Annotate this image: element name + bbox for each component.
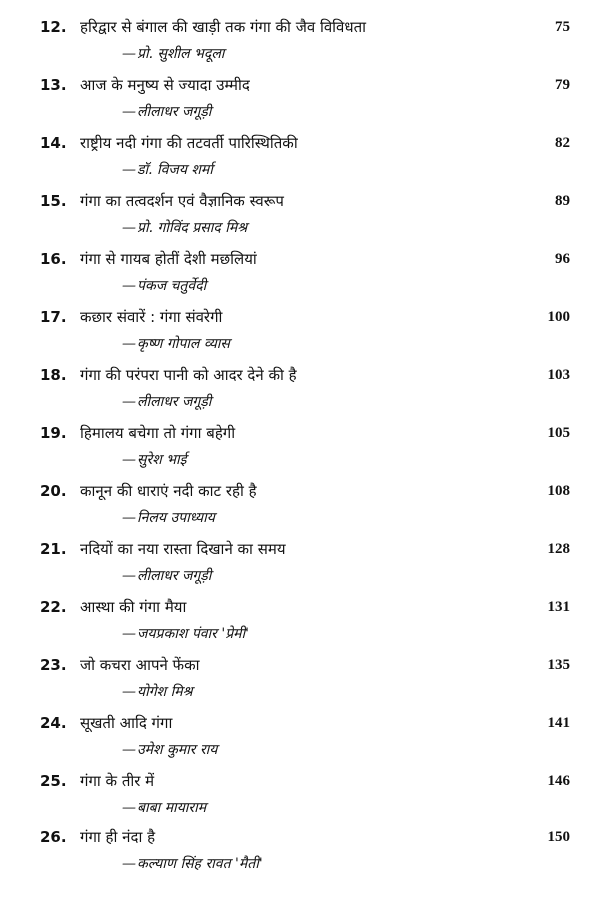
entry-title: गंगा ही नंदा है [80,828,156,846]
author-dash: — [122,162,136,178]
entry-author [122,275,206,297]
entry-title: आस्था की गंगा मैया [80,598,187,616]
entry-number: 18. [40,366,67,384]
entry-number: 20. [40,482,67,500]
entry-author [122,217,247,239]
entry-title: गंगा का तत्वदर्शन एवं वैज्ञानिक स्वरूप [80,192,284,210]
author-dash: — [122,856,136,872]
author-name: लीलाधर जगूड़ी [137,104,212,120]
entry-number: 25. [40,772,67,790]
toc-entry [0,480,600,538]
entry-author [122,507,215,529]
entry-title: हिमालय बचेगा तो गंगा बहेगी [80,424,236,442]
entry-page-number: 141 [547,715,570,731]
entry-number: 16. [40,250,67,268]
entry-author [122,101,211,123]
toc-entry [0,248,600,306]
entry-number: 12. [40,18,67,36]
author-name: लीलाधर जगूड़ी [137,568,212,584]
entry-number: 23. [40,656,67,674]
entry-page-number: 131 [547,599,570,615]
entry-author [122,853,263,875]
author-name: डॉ. विजय शर्मा [137,162,213,178]
entry-number: 13. [40,76,67,94]
entry-author [122,739,217,761]
entry-title: जो कचरा आपने फेंका [80,656,200,674]
author-name: सुरेश भाई [137,452,187,468]
toc-entry [0,364,600,422]
entry-title: गंगा से गायब होतीं देशी मछलियां [80,250,257,268]
entry-title: आज के मनुष्य से ज्यादा उम्मीद [80,76,250,94]
toc-entry [0,596,600,654]
entry-title: गंगा की परंपरा पानी को आदर देने की है [80,366,297,384]
author-dash: — [122,104,136,120]
entry-page-number: 108 [547,483,570,499]
entry-title: कानून की धाराएं नदी काट रही है [80,482,257,500]
entry-number: 14. [40,134,67,152]
entry-author [122,449,187,471]
entry-author [122,43,224,65]
entry-author [122,797,206,819]
entry-title: सूखती आदि गंगा [80,714,173,732]
author-dash: — [122,452,136,468]
author-dash: — [122,626,136,642]
author-dash: — [122,336,136,352]
toc-entry [0,190,600,248]
toc-entry [0,306,600,364]
entry-author [122,159,213,181]
author-dash: — [122,220,136,236]
entry-number: 15. [40,192,67,210]
entry-title: नदियों का नया रास्ता दिखाने का समय [80,540,286,558]
toc-entry [0,770,600,828]
entry-page-number: 79 [555,77,570,93]
entry-number: 19. [40,424,67,442]
entry-page-number: 82 [555,135,570,151]
entry-page-number: 150 [547,829,570,845]
author-dash: — [122,742,136,758]
author-dash: — [122,684,136,700]
author-name: लीलाधर जगूड़ी [137,394,212,410]
entry-number: 21. [40,540,67,558]
author-name: प्रो. सुशील भदूला [137,46,225,62]
toc-entry [0,538,600,596]
author-dash: — [122,394,136,410]
entry-page-number: 103 [547,367,570,383]
entry-number: 24. [40,714,67,732]
toc-entry [0,712,600,770]
toc-entry [0,74,600,132]
entry-page-number: 75 [555,19,570,35]
entry-page-number: 105 [547,425,570,441]
author-name: पंकज चतुर्वेदी [137,278,207,294]
toc-entry [0,16,600,74]
entry-title: गंगा के तीर में [80,772,155,790]
entry-number: 22. [40,598,67,616]
entry-page-number: 128 [547,541,570,557]
toc-entry [0,654,600,712]
toc-entry [0,132,600,190]
author-name: प्रो. गोविंद प्रसाद मिश्र [137,220,248,236]
author-name: उमेश कुमार राय [137,742,218,758]
author-dash: — [122,278,136,294]
entry-author [122,681,193,703]
author-name: कृष्ण गोपाल व्यास [137,336,230,352]
author-dash: — [122,46,136,62]
entry-title: हरिद्वार से बंगाल की खाड़ी तक गंगा की जैव विविधता [80,18,367,36]
entry-page-number: 135 [547,657,570,673]
entry-page-number: 146 [547,773,570,789]
entry-author [122,623,249,645]
entry-page-number: 96 [555,251,570,267]
author-name: योगेश मिश्र [137,684,193,700]
entry-number: 26. [40,828,67,846]
author-name: निलय उपाध्याय [137,510,215,526]
entry-page-number: 100 [547,309,570,325]
toc-entry [0,422,600,480]
author-name: कल्याण सिंह रावत 'मैती' [137,856,263,872]
entry-author [122,565,211,587]
entry-author [122,391,211,413]
entry-page-number: 89 [555,193,570,209]
author-dash: — [122,510,136,526]
toc-entry [0,826,600,884]
author-dash: — [122,568,136,584]
entry-number: 17. [40,308,67,326]
author-dash: — [122,800,136,816]
entry-author [122,333,230,355]
entry-title: कछार संवारें : गंगा संवरेगी [80,308,223,326]
author-name: बाबा मायाराम [137,800,207,816]
entry-title: राष्ट्रीय नदी गंगा की तटवर्ती पारिस्थितिकी [80,134,298,152]
author-name: जयप्रकाश पंवार 'प्रेमी' [137,626,250,642]
